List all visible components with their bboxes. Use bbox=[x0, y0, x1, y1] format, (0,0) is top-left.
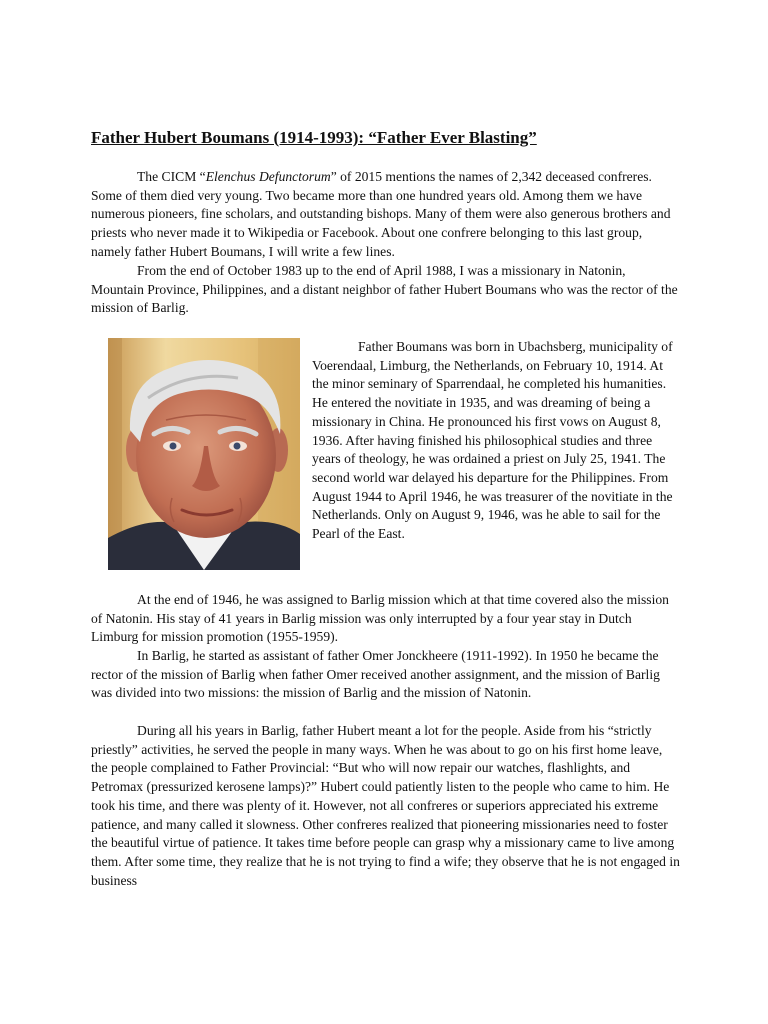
paragraph-service: During all his years in Barlig, father Hubert meant a lot for the people. Aside from his “strictly priestly” activities, he served the people in many ways. When he was about to go on his first home leave, the people complained to Father Provincial: “But who will now repair our watches, flashlights, and Petromax (pressurized kerosene lamps)?” Hubert could patiently listen to the people who came to him. He took his time, and there was plenty of it. However, not all confreres or superiors appreciated his extreme patience, and many called it slowness. Other confreres realized that pioneering missionaries need to foster the beautiful virtue of patience. It takes time before people can grasp why a missionary came to live among them. After some time, they realize that he is not trying to find a wife; they observe that he is not engaged in business bbox=[91, 723, 680, 888]
portrait-photo bbox=[108, 338, 300, 570]
paragraph-intro-rest: ” of 2015 mentions the names of 2,342 deceased confreres. Some of them died very young. Two became more than one hundred years old. Among them we have numerous pioneers, fine scholars, and outstanding bishops. Many of them were also generous brothers and priests who never made it to Wikipedia or Facebook. About one confrere belonging to this last group, namely father Hubert Boumans, I will write a few lines. bbox=[91, 169, 671, 259]
paragraph-intro-start: The CICM “ bbox=[137, 169, 206, 184]
book-title-italic: Elenchus Defunctorum bbox=[205, 169, 331, 184]
paragraph-rector: In Barlig, he started as assistant of father Omer Jonckheere (1911-1992). In 1950 he became the rector of the mission of Barlig when father Omer received another assignment, and the mission of Barlig was divided into two missions: the mission of Barlig and the mission of Natonin. bbox=[91, 648, 660, 701]
paragraph-barlig-assignment: At the end of 1946, he was assigned to Barlig mission which at that time covered also the mission of Natonin. His stay of 41 years in Barlig mission was only interrupted by a four year stay in Dutch Limburg for mission promotion (1955-1959). bbox=[91, 592, 669, 645]
paragraph-biography: Father Boumans was born in Ubachsberg, municipality of Voerendaal, Limburg, the Netherlands, on February 10, 1914. At the minor seminary of Sparrendaal, he completed his humanities. He entered the novitiate in 1935, and was dreaming of being a missionary in China. He pronounced his first vows on August 8, 1936. After having finished his philosophical studies and three years of theology, he was ordained a priest on July 25, 1941. The second world war delayed his departure for the Philippines. From August 1944 to April 1946, he was treasurer of the novitiate in the Netherlands. Only on August 9, 1946, was he able to sail for the Pearl of the East. bbox=[312, 339, 673, 542]
portrait-illustration bbox=[108, 338, 300, 570]
paragraph-intro bbox=[91, 168, 681, 262]
paragraph-natonin: From the end of October 1983 up to the end of April 1988, I was a missionary in Natonin, Mountain Province, Philippines, and a distant neighbor of father Hubert Boumans who was the rector of the mission of Barlig. bbox=[91, 263, 678, 316]
article-title: Father Hubert Boumans (1914-1993): “Father Ever Blasting” bbox=[91, 128, 537, 147]
